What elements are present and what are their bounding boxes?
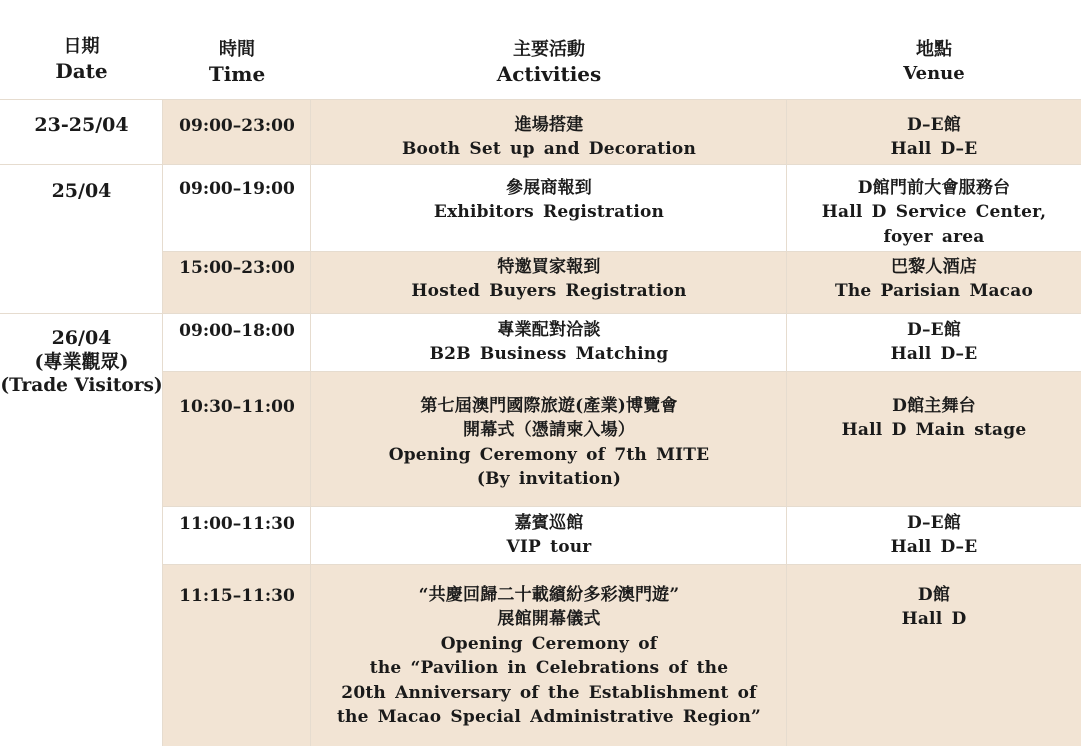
divider (163, 371, 1081, 372)
activity-zh: 特邀買家報到 (497, 257, 601, 277)
time-cell (163, 512, 311, 536)
date-text: 25/04 (51, 180, 112, 202)
activity-en: Hosted Buyers Registration (411, 281, 687, 302)
time-text: 09:00–18:00 (179, 321, 295, 341)
header-time (163, 38, 311, 86)
date-cell (0, 326, 163, 398)
venue-en: Hall D–E (890, 139, 978, 160)
date-cell (0, 179, 163, 203)
activity-zh: 進場搭建 (514, 115, 584, 135)
header-activities-en: Activities (496, 62, 602, 86)
venue-zh: 巴黎人酒店 (891, 257, 977, 277)
activity-zh: 開幕式（憑請柬入場） (463, 420, 635, 441)
activity-cell (311, 176, 787, 225)
activity-zh: 第七屆澳門國際旅遊(產業)博覽會 (420, 396, 678, 416)
activity-en: 20th Anniversary of the Establishment of (341, 682, 757, 703)
time-text: 09:00–19:00 (179, 179, 295, 199)
venue-zh: D–E館 (907, 115, 961, 135)
venue-cell (787, 318, 1081, 367)
venue-en: The Parisian Macao (835, 281, 1033, 302)
venue-zh: D–E館 (907, 320, 961, 340)
activity-en: Booth Set up and Decoration (401, 139, 696, 160)
activity-zh: 嘉賓巡館 (514, 513, 584, 533)
venue-en: foyer area (883, 226, 985, 247)
header-venue-en: Venue (903, 63, 965, 84)
header-time-en: Time (208, 62, 266, 86)
header-venue-zh: 地點 (916, 39, 952, 60)
activity-cell (311, 583, 787, 729)
divider (163, 564, 1081, 565)
venue-cell (787, 255, 1081, 304)
activity-cell (311, 511, 787, 560)
activity-en: Exhibitors Registration (433, 202, 665, 223)
venue-zh: D館門前大會服務台 (857, 178, 1011, 198)
time-cell (163, 395, 311, 419)
activity-en: the “Pavilion in Celebrations of the (369, 658, 729, 679)
activity-cell (311, 113, 787, 162)
venue-en: Hall D–E (890, 537, 978, 558)
venue-cell (787, 583, 1081, 632)
activity-en: VIP tour (506, 537, 592, 558)
activity-cell (311, 255, 787, 304)
header-date (0, 35, 163, 83)
header-activities-zh: 主要活動 (513, 39, 585, 60)
date-cell (0, 113, 163, 137)
venue-cell (787, 176, 1081, 249)
venue-zh: D–E館 (907, 513, 961, 533)
activity-cell (311, 318, 787, 367)
activity-cell (311, 394, 787, 492)
date-text: 26/04 (51, 327, 112, 349)
divider (163, 251, 1081, 252)
venue-en: Hall D Service Center, (821, 202, 1047, 223)
venue-en: Hall D–E (890, 344, 978, 365)
header-date-en: Date (55, 59, 108, 83)
activity-zh: “共慶回歸二十載繽紛多彩澳門遊” (418, 585, 680, 605)
time-cell (163, 256, 311, 280)
time-cell (163, 584, 311, 608)
date-subtext: (Trade Visitors) (0, 375, 163, 396)
header-activities (311, 38, 787, 86)
header-time-zh: 時間 (219, 39, 255, 60)
activity-en: B2B Business Matching (429, 344, 669, 365)
activity-en: (By invitation) (476, 469, 622, 490)
header-venue (787, 38, 1081, 86)
activity-zh: 專業配對洽談 (497, 320, 601, 340)
time-text: 11:00–11:30 (179, 514, 295, 534)
time-text: 09:00–23:00 (179, 116, 295, 136)
time-text: 11:15–11:30 (179, 586, 295, 606)
time-text: 10:30–11:00 (179, 397, 295, 417)
date-text: 23-25/04 (34, 114, 129, 136)
time-cell (163, 319, 311, 343)
divider (163, 506, 1081, 507)
venue-en: Hall D Main stage (841, 420, 1027, 441)
venue-zh: D館 (917, 585, 951, 605)
venue-zh: D館主舞台 (892, 396, 976, 416)
activity-zh: 參展商報到 (506, 178, 592, 198)
activity-en: Opening Ceremony of (440, 633, 658, 654)
time-cell (163, 114, 311, 138)
time-text: 15:00–23:00 (179, 258, 295, 278)
activity-zh: 展館開幕儀式 (497, 609, 601, 630)
venue-en: Hall D (901, 609, 967, 630)
activity-en: Opening Ceremony of 7th MITE (388, 444, 710, 465)
header-date-zh: 日期 (63, 36, 100, 57)
venue-cell (787, 394, 1081, 443)
venue-cell (787, 511, 1081, 560)
venue-cell (787, 113, 1081, 162)
date-subtext: (專業觀眾) (34, 351, 129, 373)
time-cell (163, 177, 311, 201)
activity-en: the Macao Special Administrative Region” (336, 707, 761, 728)
